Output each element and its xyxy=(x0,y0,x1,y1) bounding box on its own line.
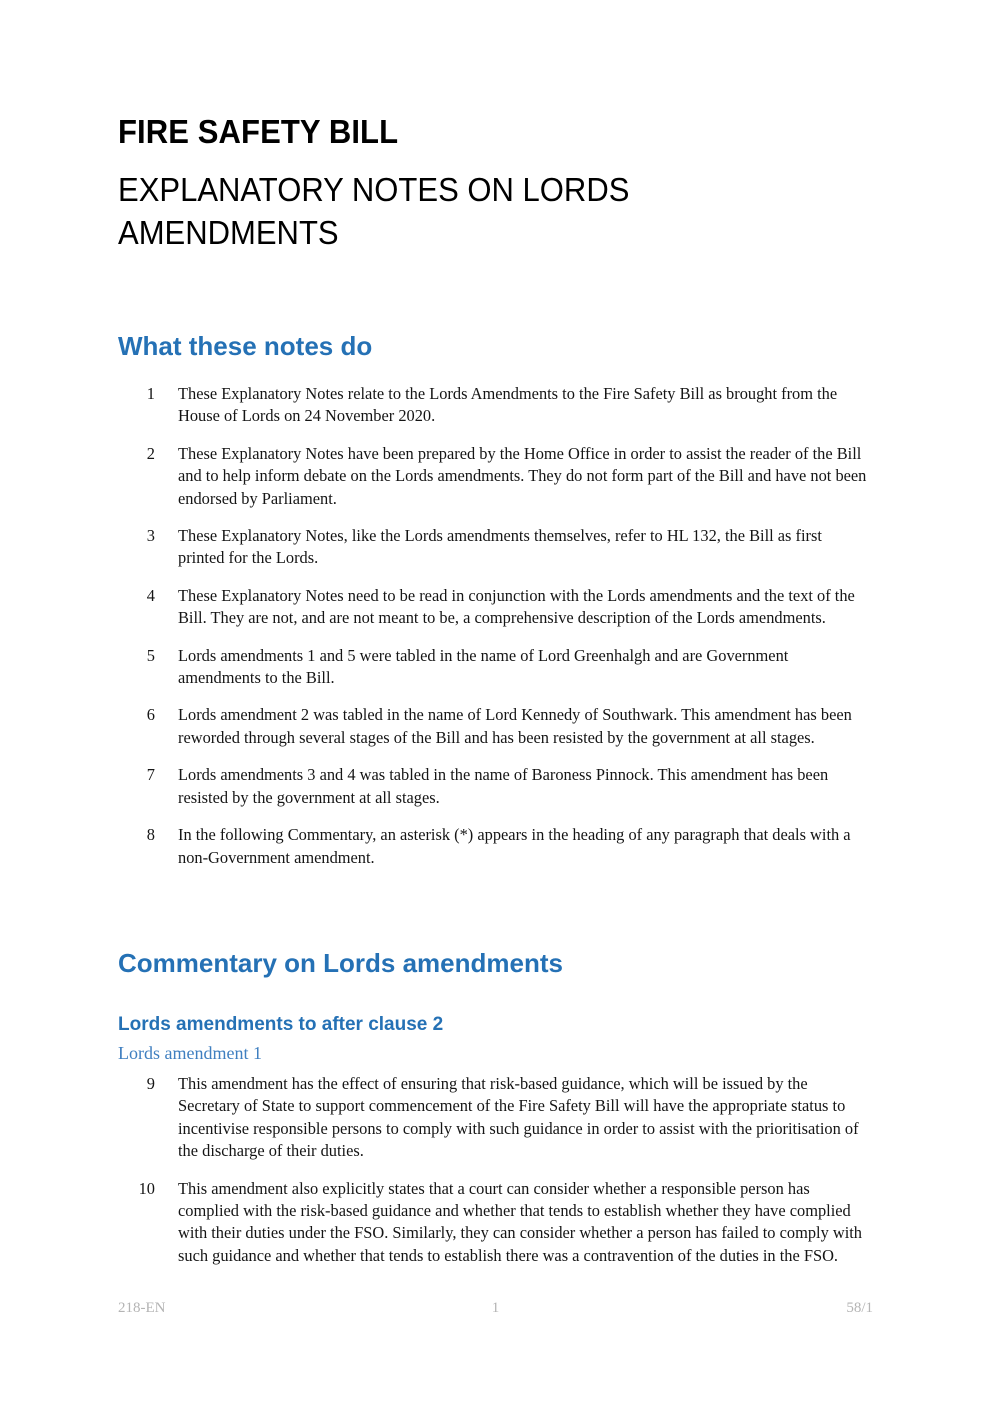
title-block xyxy=(118,112,878,254)
document-title: FIRE SAFETY BILL xyxy=(118,113,399,150)
paragraph-item xyxy=(0,764,991,809)
paragraph-text: These Explanatory Notes, like the Lords amendments themselves, refer to HL 132, the Bill as first printed for the Lords. xyxy=(178,526,822,568)
paragraph-item xyxy=(0,704,991,749)
commentary-paragraph-list xyxy=(0,1073,991,1267)
footer-page-number: 1 xyxy=(491,1300,500,1316)
paragraph-item xyxy=(0,645,991,690)
paragraph-text: These Explanatory Notes relate to the Lords Amendments to the Fire Safety Bill as brought from the House of Lords on 24 November 2020. xyxy=(178,384,838,426)
paragraph-text: Lords amendments 1 and 5 were tabled in the name of Lord Greenhalgh and are Government amendments to the Bill. xyxy=(178,645,789,688)
paragraph-number: 2 xyxy=(146,443,155,463)
paragraph-number: 9 xyxy=(146,1074,155,1093)
paragraph-item xyxy=(0,443,991,510)
paragraph-item xyxy=(0,585,991,630)
paragraph-item xyxy=(0,525,991,570)
paragraph-item xyxy=(0,383,991,428)
paragraph-number: 8 xyxy=(146,825,155,845)
paragraph-text: This amendment has the effect of ensuring that risk-based guidance, which will be issued by the Secretary of State to support commencement of the Fire Safety Bill will have the appropriate status to incentivise responsible persons to comply with such guidance in order to assist with the prioritisation of the discharge of their duties. xyxy=(178,1074,859,1161)
paragraph-text: These Explanatory Notes have been prepared by the Home Office in order to assist the reader of the Bill and to help inform debate on the Lords amendments. They do not form part of the Bill and have not been endorsed by Parliament. xyxy=(178,443,867,508)
paragraph-text: In the following Commentary, an asterisk (*) appears in the heading of any paragraph that deals with a non-Government amendment. xyxy=(178,825,851,867)
what-these-notes-do-paragraph-list xyxy=(0,383,991,869)
paragraph-number: 7 xyxy=(146,765,155,785)
section-heading-commentary: Commentary on Lords amendments xyxy=(118,948,563,978)
paragraph-number: 3 xyxy=(146,526,155,546)
paragraph-text: Lords amendments 3 and 4 was tabled in the name of Baroness Pinnock. This amendment has been resisted by the government at all stages. xyxy=(178,765,829,807)
paragraph-number: 10 xyxy=(138,1178,155,1198)
paragraph-text: This amendment also explicitly states that a court can consider whether a responsible person has complied with the risk-based guidance and whether that tends to establish whether they have complied with their duties under the FSO. Similarly, they can consider whether a person has failed to comply with such guidance and whether that tends to establish there was a contravention of the duties in the FSO. xyxy=(178,1178,863,1265)
page-footer xyxy=(118,1298,873,1318)
amendment-label-lords-amendment-1: Lords amendment 1 xyxy=(118,1043,262,1063)
paragraph-item xyxy=(0,1178,991,1268)
paragraph-item xyxy=(0,824,991,869)
paragraph-text: Lords amendment 2 was tabled in the name of Lord Kennedy of Southwark. This amendment has been reworded through several stages of the Bill and has been resisted by the government at all stages. xyxy=(178,705,852,747)
footer-document-code: 218-EN xyxy=(118,1300,166,1316)
paragraph-number: 1 xyxy=(146,384,155,403)
paragraph-number: 6 xyxy=(146,705,155,725)
paragraph-item xyxy=(0,1073,991,1163)
paragraph-number: 4 xyxy=(146,585,155,605)
paragraph-text: These Explanatory Notes need to be read in conjunction with the Lords amendments and the text of the Bill. They are not, and are not meant to be, a comprehensive description of the Lords amendments. xyxy=(178,585,855,628)
subheading-lords-amendments-to-after-clause-2: Lords amendments to after clause 2 xyxy=(118,1014,444,1035)
paragraph-number: 5 xyxy=(146,645,155,665)
footer-bill-reference: 58/1 xyxy=(846,1300,873,1316)
document-subtitle: EXPLANATORY NOTES ON LORDS AMENDMENTS xyxy=(118,171,630,251)
section-heading-what-these-notes-do: What these notes do xyxy=(118,331,373,361)
